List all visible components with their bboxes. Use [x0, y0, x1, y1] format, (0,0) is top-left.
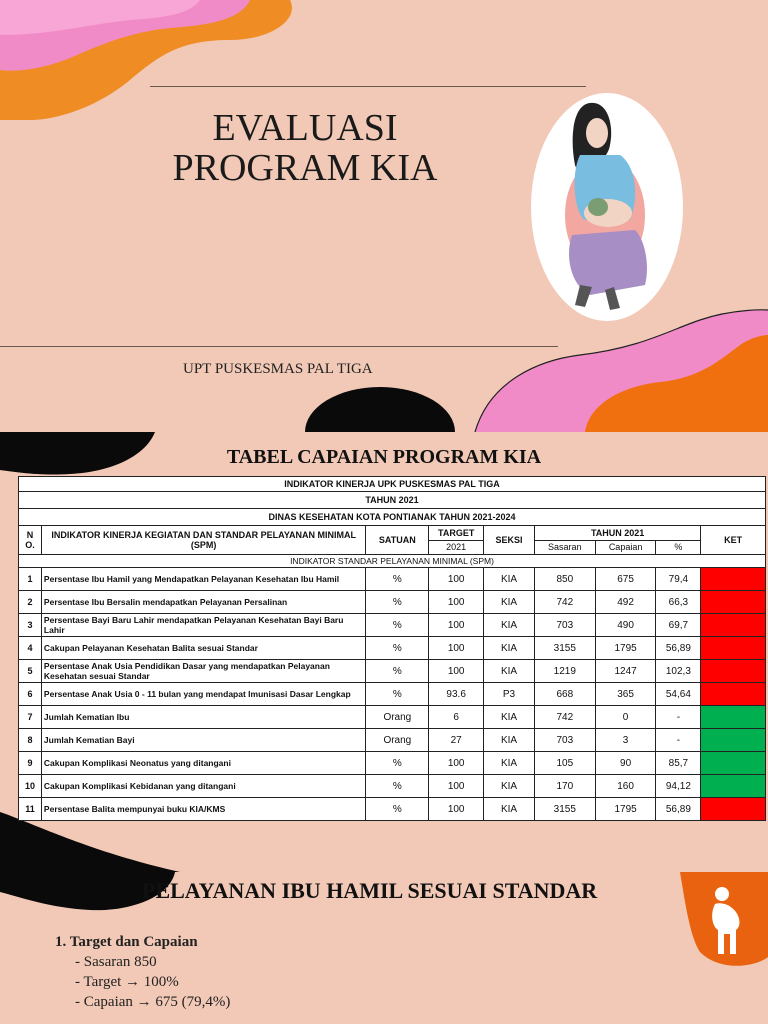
row-satuan: % — [366, 775, 429, 798]
detail-slide — [0, 872, 768, 1024]
row-capaian: 1795 — [595, 798, 656, 821]
table-slide-background — [0, 432, 768, 872]
row-target: 93.6 — [429, 683, 484, 706]
row-persen: 85,7 — [656, 752, 701, 775]
table-row — [19, 775, 766, 798]
row-target: 100 — [429, 660, 484, 683]
table-row — [19, 706, 766, 729]
row-indikator: Persentase Bayi Baru Lahir mendapatkan Pelayanan Kesehatan Bayi Baru Lahir — [41, 614, 366, 637]
row-capaian: 365 — [595, 683, 656, 706]
top-divider — [150, 86, 586, 87]
table-row — [19, 660, 766, 683]
row-status-indicator — [701, 729, 766, 752]
header-line-2: TAHUN 2021 — [19, 492, 766, 509]
row-sasaran: 170 — [534, 775, 595, 798]
table-row — [19, 798, 766, 821]
col-capaian: Capaian — [595, 540, 656, 555]
row-satuan: % — [366, 568, 429, 591]
table-slide — [0, 432, 768, 872]
row-seksi: KIA — [484, 752, 535, 775]
col-tahun: TAHUN 2021 — [534, 526, 700, 541]
detail-title: PELAYANAN IBU HAMIL SESUAI STANDAR — [142, 878, 598, 903]
row-sasaran: 668 — [534, 683, 595, 706]
slide-subtitle: UPT PUSKESMAS PAL TIGA — [183, 361, 373, 377]
table-row — [19, 637, 766, 660]
row-sasaran: 3155 — [534, 798, 595, 821]
table-row — [19, 683, 766, 706]
row-no: 2 — [19, 591, 42, 614]
row-satuan: % — [366, 637, 429, 660]
row-status-indicator — [701, 683, 766, 706]
row-satuan: % — [366, 614, 429, 637]
col-target: TARGET — [429, 526, 484, 541]
row-seksi: KIA — [484, 798, 535, 821]
row-indikator: Cakupan Komplikasi Kebidanan yang ditangani — [41, 775, 366, 798]
row-satuan: Orang — [366, 706, 429, 729]
target-achievement-list — [55, 932, 230, 1012]
row-indikator: Jumlah Kematian Ibu — [41, 706, 366, 729]
row-status-indicator — [701, 637, 766, 660]
row-seksi: KIA — [484, 637, 535, 660]
row-status-indicator — [701, 775, 766, 798]
row-capaian: 3 — [595, 729, 656, 752]
list-item-sasaran: - Sasaran 850 — [75, 954, 157, 970]
row-sasaran: 850 — [534, 568, 595, 591]
col-ket: KET — [701, 526, 766, 555]
row-capaian: 160 — [595, 775, 656, 798]
row-indikator: Persentase Anak Usia Pendidikan Dasar yang mendapatkan Pelayanan Kesehatan sesuai Standar — [41, 660, 366, 683]
row-no: 10 — [19, 775, 42, 798]
col-no: N O. — [19, 526, 42, 555]
table-title: TABEL CAPAIAN PROGRAM KIA — [226, 446, 542, 468]
row-no: 7 — [19, 706, 42, 729]
row-target: 27 — [429, 729, 484, 752]
row-satuan: % — [366, 752, 429, 775]
row-indikator: Jumlah Kematian Bayi — [41, 729, 366, 752]
row-status-indicator — [701, 614, 766, 637]
row-sasaran: 1219 — [534, 660, 595, 683]
row-persen: 66,3 — [656, 591, 701, 614]
row-status-indicator — [701, 660, 766, 683]
slide-title: EVALUASI PROGRAM KIA — [172, 107, 438, 189]
row-status-indicator — [701, 752, 766, 775]
row-capaian: 675 — [595, 568, 656, 591]
list-item-target: - Target → 100% — [75, 974, 179, 990]
row-target: 100 — [429, 614, 484, 637]
row-sasaran: 703 — [534, 614, 595, 637]
row-target: 100 — [429, 568, 484, 591]
row-sasaran: 703 — [534, 729, 595, 752]
row-seksi: KIA — [484, 706, 535, 729]
table-body — [19, 568, 766, 821]
mother-breastfeeding-illustration — [550, 95, 670, 315]
row-satuan: % — [366, 683, 429, 706]
row-status-indicator — [701, 568, 766, 591]
row-sasaran: 105 — [534, 752, 595, 775]
row-no: 8 — [19, 729, 42, 752]
table-row — [19, 614, 766, 637]
row-persen: 54,64 — [656, 683, 701, 706]
row-capaian: 1247 — [595, 660, 656, 683]
list-heading: 1. Target dan Capaian — [55, 934, 198, 950]
col-persen: % — [656, 540, 701, 555]
row-sasaran: 742 — [534, 591, 595, 614]
row-persen: 56,89 — [656, 637, 701, 660]
row-persen: 69,7 — [656, 614, 701, 637]
col-target-year: 2021 — [429, 540, 484, 555]
row-seksi: KIA — [484, 660, 535, 683]
row-seksi: P3 — [484, 683, 535, 706]
row-target: 100 — [429, 752, 484, 775]
row-indikator: Cakupan Pelayanan Kesehatan Balita sesuai Standar — [41, 637, 366, 660]
row-persen: 102,3 — [656, 660, 701, 683]
row-target: 100 — [429, 775, 484, 798]
row-target: 100 — [429, 637, 484, 660]
row-no: 11 — [19, 798, 42, 821]
table-row — [19, 568, 766, 591]
list-item-capaian: - Capaian → 675 (79,4%) — [75, 994, 231, 1010]
row-no: 1 — [19, 568, 42, 591]
row-seksi: KIA — [484, 591, 535, 614]
row-satuan: Orang — [366, 729, 429, 752]
row-capaian: 1795 — [595, 637, 656, 660]
row-capaian: 492 — [595, 591, 656, 614]
row-target: 100 — [429, 798, 484, 821]
row-persen: 94,12 — [656, 775, 701, 798]
row-sasaran: 3155 — [534, 637, 595, 660]
row-indikator: Persentase Ibu Hamil yang Mendapatkan Pelayanan Kesehatan Ibu Hamil — [41, 568, 366, 591]
row-target: 100 — [429, 591, 484, 614]
title-slide — [0, 0, 768, 432]
section-label: INDIKATOR STANDAR PELAYANAN MINIMAL (SPM) — [19, 555, 766, 568]
row-no: 3 — [19, 614, 42, 637]
bottom-divider — [0, 346, 558, 347]
row-persen: - — [656, 706, 701, 729]
row-satuan: % — [366, 591, 429, 614]
row-sasaran: 742 — [534, 706, 595, 729]
col-indikator: INDIKATOR KINERJA KEGIATAN DAN STANDAR PELAYANAN MINIMAL (SPM) — [41, 526, 366, 555]
row-status-indicator — [701, 706, 766, 729]
row-status-indicator — [701, 798, 766, 821]
row-no: 5 — [19, 660, 42, 683]
row-seksi: KIA — [484, 614, 535, 637]
row-indikator: Cakupan Komplikasi Neonatus yang ditangani — [41, 752, 366, 775]
table-row — [19, 729, 766, 752]
row-persen: - — [656, 729, 701, 752]
row-target: 6 — [429, 706, 484, 729]
table-row — [19, 591, 766, 614]
row-capaian: 490 — [595, 614, 656, 637]
col-seksi: SEKSI — [484, 526, 535, 555]
pregnant-woman-icon — [700, 884, 746, 956]
col-satuan: SATUAN — [366, 526, 429, 555]
row-persen: 56,89 — [656, 798, 701, 821]
row-no: 4 — [19, 637, 42, 660]
header-line-1: INDIKATOR KINERJA UPK PUSKESMAS PAL TIGA — [19, 477, 766, 492]
row-seksi: KIA — [484, 568, 535, 591]
row-status-indicator — [701, 591, 766, 614]
row-no: 6 — [19, 683, 42, 706]
row-persen: 79,4 — [656, 568, 701, 591]
row-capaian: 0 — [595, 706, 656, 729]
kia-achievement-table — [18, 476, 766, 821]
row-satuan: % — [366, 798, 429, 821]
row-indikator: Persentase Anak Usia 0 - 11 bulan yang mendapat Imunisasi Dasar Lengkap — [41, 683, 366, 706]
row-seksi: KIA — [484, 775, 535, 798]
header-line-3: DINAS KESEHATAN KOTA PONTIANAK TAHUN 2021-2024 — [19, 509, 766, 526]
row-seksi: KIA — [484, 729, 535, 752]
row-no: 9 — [19, 752, 42, 775]
table-row — [19, 752, 766, 775]
row-satuan: % — [366, 660, 429, 683]
row-capaian: 90 — [595, 752, 656, 775]
col-sasaran: Sasaran — [534, 540, 595, 555]
row-indikator: Persentase Balita mempunyai buku KIA/KMS — [41, 798, 366, 821]
row-indikator: Persentase Ibu Bersalin mendapatkan Pelayanan Persalinan — [41, 591, 366, 614]
